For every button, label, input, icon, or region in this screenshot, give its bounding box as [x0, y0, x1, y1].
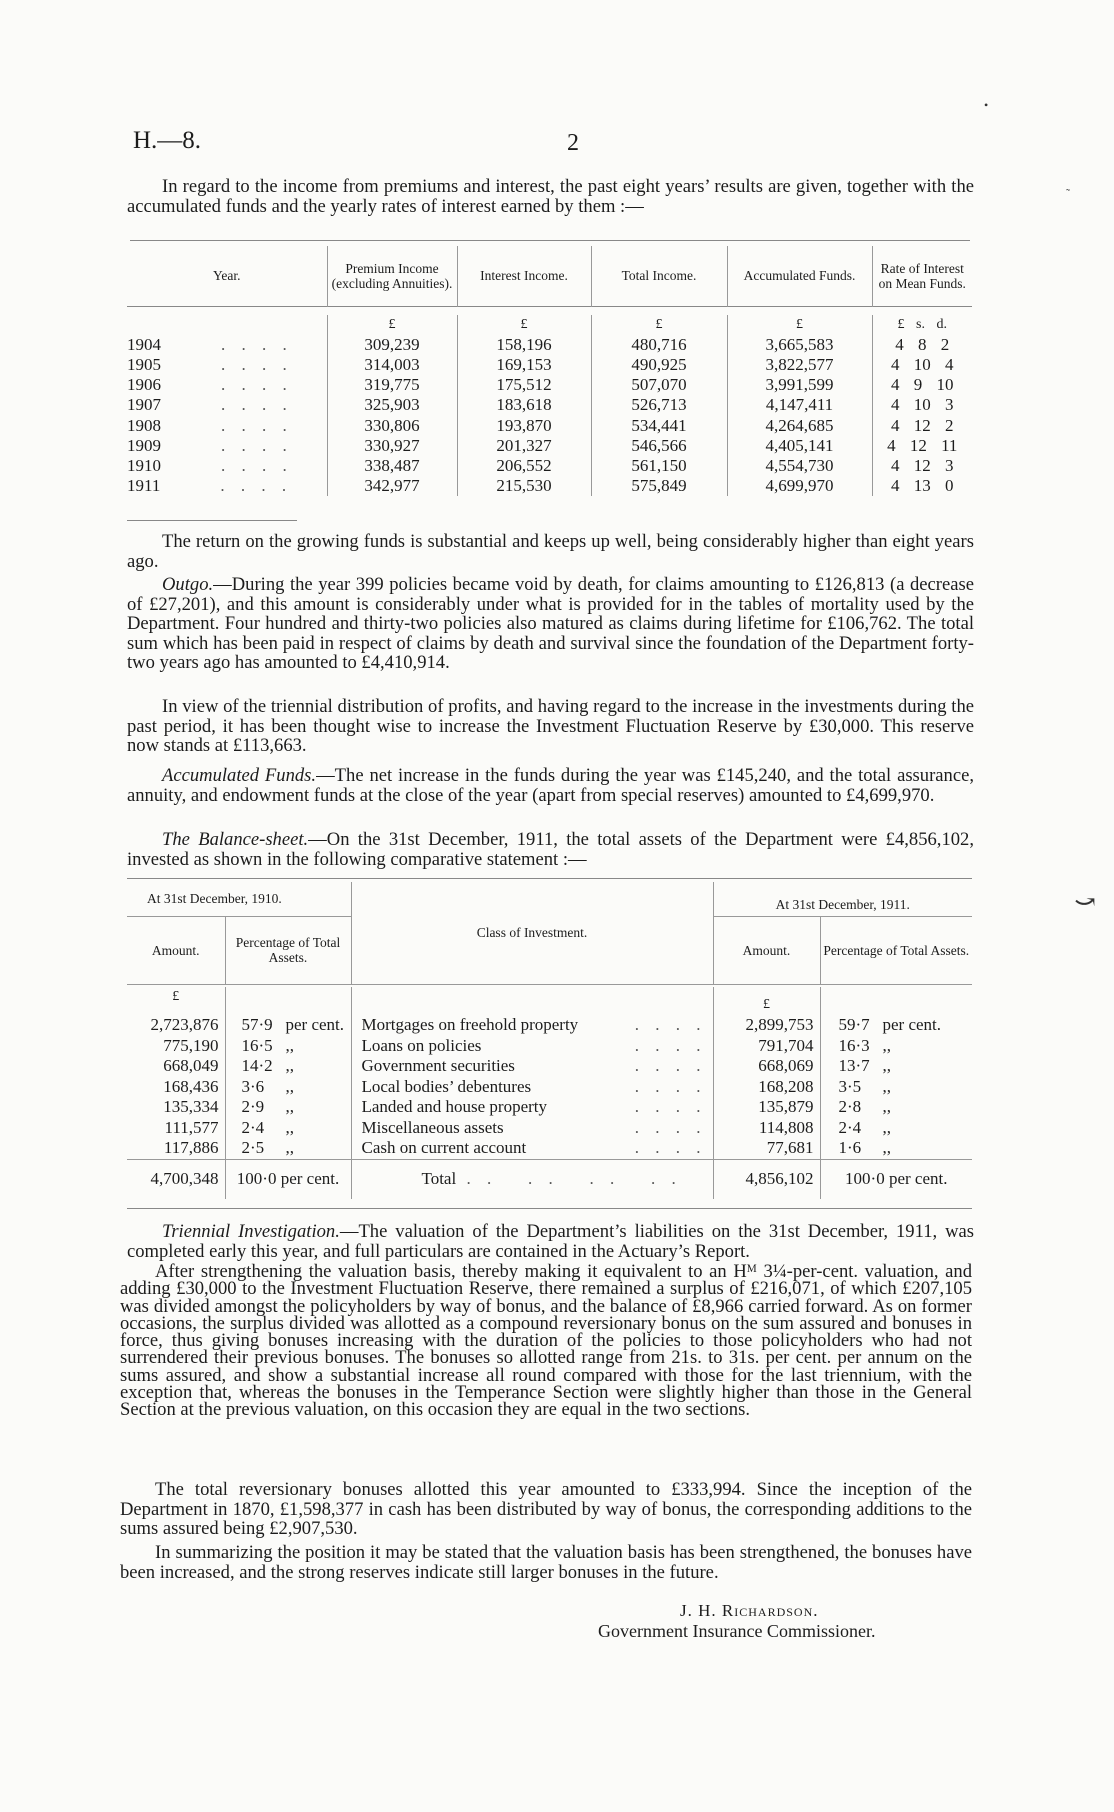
- total-pct-1910: 100·0 per cent.: [225, 1159, 351, 1199]
- cell-pct-1910: 2·4: [241, 1117, 265, 1137]
- total-bonus-paragraph: The total reversionary bonuses allotted this year amounted to £333,994. Since the inception of the Department in 1870, £1,598,377 in cash has been distributed by way of bonus, the corresponding additions to the sums assured being £2,907,530.: [120, 1479, 972, 1540]
- cell-year: 1908: [127, 415, 161, 435]
- cell-total: 507,070: [591, 375, 727, 395]
- document-code: H.—8.: [133, 127, 202, 154]
- unit-label: £: [457, 315, 591, 335]
- balance-sheet-paragraph: [127, 830, 974, 869]
- outgo-heading: Outgo.: [162, 574, 214, 595]
- signature-title: Government Insurance Commissioner.: [598, 1621, 876, 1641]
- cell-amount-1910: 668,049: [127, 1056, 225, 1077]
- unit-label: £ s. d.: [897, 316, 947, 332]
- cell-rate: 4 10 4: [891, 354, 954, 374]
- cell-total: 561,150: [591, 456, 727, 476]
- col-header-total: Total Income.: [591, 246, 727, 306]
- table-row: 117,886 2·5 ,, Cash on current account . . . . 77,681 1·6 ,,: [127, 1138, 972, 1159]
- cell-total: 575,849: [591, 476, 727, 496]
- cell-rate: 4 13 0: [891, 476, 954, 496]
- col-header-pct-1911: Percentage of Total Assets.: [823, 942, 970, 958]
- cell-pct-1911: 59·7: [838, 1015, 870, 1034]
- cell-pct-1910: 57·9: [241, 1015, 273, 1034]
- cell-premium: 314,003: [327, 355, 457, 375]
- cell-rate: 4 9 10: [891, 375, 954, 395]
- table-row: 111,577 2·4 ,, Miscellaneous assets . . . . 114,808 2·4 ,,: [127, 1118, 972, 1139]
- table-row: 168,436 3·6 ,, Local bodies’ debentures . . . . 168,208 3·5 ,,: [127, 1077, 972, 1098]
- cell-class: Local bodies’ debentures: [361, 1076, 532, 1096]
- cell-premium: 309,239: [327, 335, 457, 355]
- per-cent-label: per cent.: [882, 1015, 942, 1034]
- cell-amount-1910: 775,190: [127, 1036, 225, 1057]
- cell-year: 1907: [127, 395, 161, 415]
- unit-label: £: [127, 987, 225, 1016]
- table-row: 1910 . . . . 338,487 206,552 561,150 4,554,730 4 12 3: [127, 456, 972, 476]
- total-pct-1911: 100·0 per cent.: [820, 1159, 972, 1199]
- investment-table: [127, 882, 972, 1199]
- ditto-mark: ,,: [882, 1035, 891, 1055]
- date-1910: At 31st December, 1910.: [127, 882, 351, 916]
- ditto-mark: ,,: [285, 1138, 294, 1157]
- unit-label: £: [727, 315, 872, 335]
- col-header-premium: Premium Income (excluding Annuities).: [327, 246, 457, 306]
- cell-year: 1910: [127, 455, 161, 475]
- cell-amount-1910: 117,886: [127, 1138, 225, 1159]
- page-number: 2: [567, 130, 579, 156]
- accumulated-heading: Accumulated Funds.: [162, 765, 317, 786]
- balance-sheet-text: —On the 31st December, 1911, the total assets of the Department were £4,856,102, invested as shown in the following comparative statement :—: [127, 829, 974, 870]
- total-amount-1910: 4,700,348: [127, 1159, 225, 1199]
- cell-rate: 4 12 11: [887, 435, 958, 455]
- table-row: 775,190 16·5 ,, Loans on policies . . . . 791,704 16·3 ,,: [127, 1036, 972, 1057]
- triennial-paragraph: [127, 1222, 974, 1261]
- cell-interest: 201,327: [457, 436, 591, 456]
- print-speck-icon: ˜: [1066, 186, 1070, 200]
- cell-accumulated: 3,991,599: [727, 375, 872, 395]
- cell-premium: 330,806: [327, 416, 457, 436]
- ditto-mark: ,,: [285, 1076, 294, 1096]
- cell-year: 1905: [127, 354, 161, 374]
- cell-pct-1910: 2·5: [241, 1138, 265, 1157]
- cell-amount-1911: 135,879: [713, 1097, 820, 1118]
- unit-label: £: [591, 315, 727, 335]
- cell-total: 534,441: [591, 416, 727, 436]
- signature-name: J. H. Richardson.: [680, 1601, 819, 1620]
- ditto-mark: ,,: [882, 1056, 891, 1075]
- triennial-heading: Triennial Investigation.: [162, 1221, 340, 1242]
- cell-pct-1910: 3·6: [241, 1076, 265, 1096]
- print-speck-icon: •: [984, 98, 989, 112]
- per-cent-label: per cent.: [285, 1015, 345, 1034]
- col-header-pct-1910: Percentage of Total Assets.: [225, 916, 351, 984]
- col-header-rate: Rate of Interest on Mean Funds.: [878, 260, 966, 291]
- cell-premium: 338,487: [327, 456, 457, 476]
- cell-amount-1911: 77,681: [713, 1138, 820, 1159]
- col-header-interest: Interest Income.: [457, 246, 591, 306]
- cell-amount-1911: 2,899,753: [713, 1015, 820, 1036]
- ditto-mark: ,,: [285, 1117, 294, 1137]
- cell-rate: 4 8 2: [895, 334, 950, 354]
- cell-total: 480,716: [591, 335, 727, 355]
- cell-amount-1910: 135,334: [127, 1097, 225, 1118]
- outgo-paragraph: [127, 575, 974, 673]
- cell-pct-1910: 2·9: [241, 1097, 265, 1116]
- table-row: 1911 . . . . 342,977 215,530 575,849 4,699,970 4 13 0: [127, 476, 972, 496]
- cell-class: Government securities: [361, 1056, 515, 1075]
- cell-rate: 4 12 2: [891, 415, 954, 435]
- balance-sheet-heading: The Balance-sheet.: [162, 829, 309, 850]
- income-table: [127, 246, 972, 496]
- col-header-amount-1911: Amount.: [713, 916, 820, 984]
- cell-amount-1910: 111,577: [127, 1118, 225, 1139]
- accumulated-text: —The net increase in the funds during the year was £145,240, and the total assurance, annuity, and endowment funds at the close of the year (apart from special reserves) amounted to £4,699,970.: [127, 765, 974, 806]
- cell-rate: 4 10 3: [891, 395, 954, 415]
- ditto-mark: ,,: [882, 1097, 891, 1116]
- triennial-text: —The valuation of the Department’s liabilities on the 31st December, 1911, was completed early this year, and full particulars are contained in the Actuary’s Report.: [127, 1221, 974, 1262]
- col-header-year: Year.: [127, 246, 327, 306]
- cell-pct-1910: 16·5: [241, 1035, 273, 1055]
- cell-amount-1911: 114,808: [713, 1118, 820, 1139]
- return-paragraph: The return on the growing funds is substantial and keeps up well, being considerably higher than eight years ago.: [127, 531, 974, 572]
- table-row: 1906 . . . . 319,775 175,512 507,070 3,991,599 4 9 10: [127, 375, 972, 395]
- table-row: 668,049 14·2 ,, Government securities . . . . 668,069 13·7 ,,: [127, 1056, 972, 1077]
- date-1911: At 31st December, 1911.: [713, 882, 972, 916]
- cell-amount-1910: 2,723,876: [127, 1015, 225, 1036]
- cell-accumulated: 4,405,141: [727, 436, 872, 456]
- cell-year: 1906: [127, 375, 161, 395]
- reserve-paragraph: In view of the triennial distribution of profits, and having regard to the increase in the investments during the past period, it has been thought wise to increase the Investment Fluctuation Reserve by £30,000. This reserve now stands at £113,663.: [127, 696, 974, 757]
- cell-year: 1909: [127, 435, 161, 455]
- table-row: 1909 . . . . 330,927 201,327 546,566 4,405,141 4 12 11: [127, 436, 972, 456]
- ditto-mark: ,,: [285, 1097, 294, 1116]
- cell-premium: 325,903: [327, 395, 457, 415]
- total-row-label: Total . . . . . . . .: [351, 1159, 713, 1199]
- cell-interest: 158,196: [457, 335, 591, 355]
- cell-total: 526,713: [591, 395, 727, 415]
- accumulated-paragraph: [127, 766, 974, 805]
- cell-pct-1911: 1·6: [838, 1138, 862, 1157]
- cell-interest: 215,530: [457, 476, 591, 496]
- cell-class: Landed and house property: [361, 1097, 548, 1116]
- cell-year: 1904: [127, 334, 161, 354]
- ditto-mark: ,,: [285, 1056, 294, 1075]
- cell-class: Cash on current account: [361, 1138, 527, 1157]
- cell-total: 490,925: [591, 355, 727, 375]
- cell-pct-1911: 3·5: [838, 1076, 862, 1096]
- cell-interest: 183,618: [457, 395, 591, 415]
- table-row: 1905 . . . . 314,003 169,153 490,925 3,822,577 4 10 4: [127, 355, 972, 375]
- col-header-accumulated: Accumulated Funds.: [727, 246, 872, 306]
- cell-amount-1911: 668,069: [713, 1056, 820, 1077]
- cell-accumulated: 4,554,730: [727, 456, 872, 476]
- cell-pct-1911: 16·3: [838, 1035, 870, 1055]
- table-row: 1908 . . . . 330,806 193,870 534,441 4,264,685 4 12 2: [127, 416, 972, 436]
- cell-class: Miscellaneous assets: [361, 1117, 504, 1137]
- cell-amount-1910: 168,436: [127, 1077, 225, 1098]
- cell-pct-1911: 13·7: [838, 1056, 870, 1075]
- table-row: 2,723,876 57·9 per cent. Mortgages on freehold property . . . . 2,899,753 59·7 per cent.: [127, 1015, 972, 1036]
- cell-interest: 169,153: [457, 355, 591, 375]
- cell-rate: 4 12 3: [891, 455, 954, 475]
- cell-accumulated: 4,699,970: [727, 476, 872, 496]
- cell-interest: 206,552: [457, 456, 591, 476]
- unit-label: £: [327, 315, 457, 335]
- cell-class: Mortgages on freehold property: [361, 1015, 579, 1034]
- ditto-mark: ,,: [882, 1138, 891, 1157]
- cell-accumulated: 3,822,577: [727, 355, 872, 375]
- cell-total: 546,566: [591, 436, 727, 456]
- table-row: 1904 . . . . 309,239 158,196 480,716 3,665,583 4 8 2: [127, 335, 972, 355]
- ditto-mark: ,,: [882, 1117, 891, 1137]
- cell-pct-1911: 2·4: [838, 1117, 862, 1137]
- cell-class: Loans on policies: [361, 1035, 482, 1055]
- summary-paragraph: In summarizing the position it may be stated that the valuation basis has been strengthened, the bonuses have been increased, and the strong reserves indicate still larger bonuses in the future.: [120, 1542, 972, 1583]
- cell-premium: 342,977: [327, 476, 457, 496]
- col-header-amount-1910: Amount.: [127, 916, 225, 984]
- cell-accumulated: 4,147,411: [727, 395, 872, 415]
- table-row: 1907 . . . . 325,903 183,618 526,713 4,147,411 4 10 3: [127, 395, 972, 415]
- margin-mark-icon: ⤻: [1074, 887, 1096, 916]
- total-amount-1911: 4,856,102: [713, 1159, 820, 1199]
- cell-year: 1911: [127, 476, 161, 496]
- table-rule-top: [127, 878, 972, 879]
- cell-interest: 193,870: [457, 416, 591, 436]
- cell-pct-1911: 2·8: [838, 1097, 862, 1116]
- outgo-text: —During the year 399 policies became void by death, for claims amounting to £126,813 (a decrease of £27,201), and this amount is considerably under what is provided for in the tables of mortality used by the Department. Four hundred and thirty-two policies also matured as claims during lifetime for £106,762. The total sum which has been paid in respect of claims by death and survival since the foundation of the Department forty-two years ago has amounted to £4,410,914.: [127, 574, 974, 674]
- table-rule-top: [130, 240, 970, 241]
- cell-amount-1911: 791,704: [713, 1036, 820, 1057]
- col-header-class: Class of Investment.: [351, 882, 713, 984]
- cell-interest: 175,512: [457, 375, 591, 395]
- cell-accumulated: 4,264,685: [727, 416, 872, 436]
- unit-label: £: [713, 987, 820, 1016]
- cell-premium: 319,775: [327, 375, 457, 395]
- cell-premium: 330,927: [327, 436, 457, 456]
- cell-accumulated: 3,665,583: [727, 335, 872, 355]
- ditto-mark: ,,: [882, 1076, 891, 1096]
- table-row: 135,334 2·9 ,, Landed and house property . . . . 135,879 2·8 ,,: [127, 1097, 972, 1118]
- ditto-mark: ,,: [285, 1035, 294, 1055]
- table-rule-bottom: [127, 520, 297, 521]
- table-rule-bottom: [127, 1208, 972, 1209]
- cell-pct-1910: 14·2: [241, 1056, 273, 1075]
- intro-paragraph: In regard to the income from premiums and interest, the past eight years’ results are given, together with the accumulated funds and the yearly rates of interest earned by them :—: [127, 176, 974, 217]
- cell-amount-1911: 168,208: [713, 1077, 820, 1098]
- bonus-paragraph: After strengthening the valuation basis, thereby making it equivalent to an Hᴹ 3¼-per-cent. valuation, and adding £30,000 to the Investment Fluctuation Reserve, there remained a surplus of £216,071, of which £207,105 was divided amongst the policyholders by way of bonus, and the balance of £8,966 carried forward. As on former occasions, the surplus divided was allotted as a compound reversionary bonus on the sum assured and bonuses in force, thus giving bonuses increasing with the duration of the policies to those policyholders who had not surrendered their previous bonuses. The bonuses so allotted range from 21s. to 31s. per cent. per annum on the sums assured, and show a substantial increase all round compared with those for the last triennium, with the exception that, whereas the bonuses in the Temperance Section were slightly higher than those in the General Section at the previous valuation, on this occasion they are equal in the two sections.: [120, 1261, 972, 1421]
